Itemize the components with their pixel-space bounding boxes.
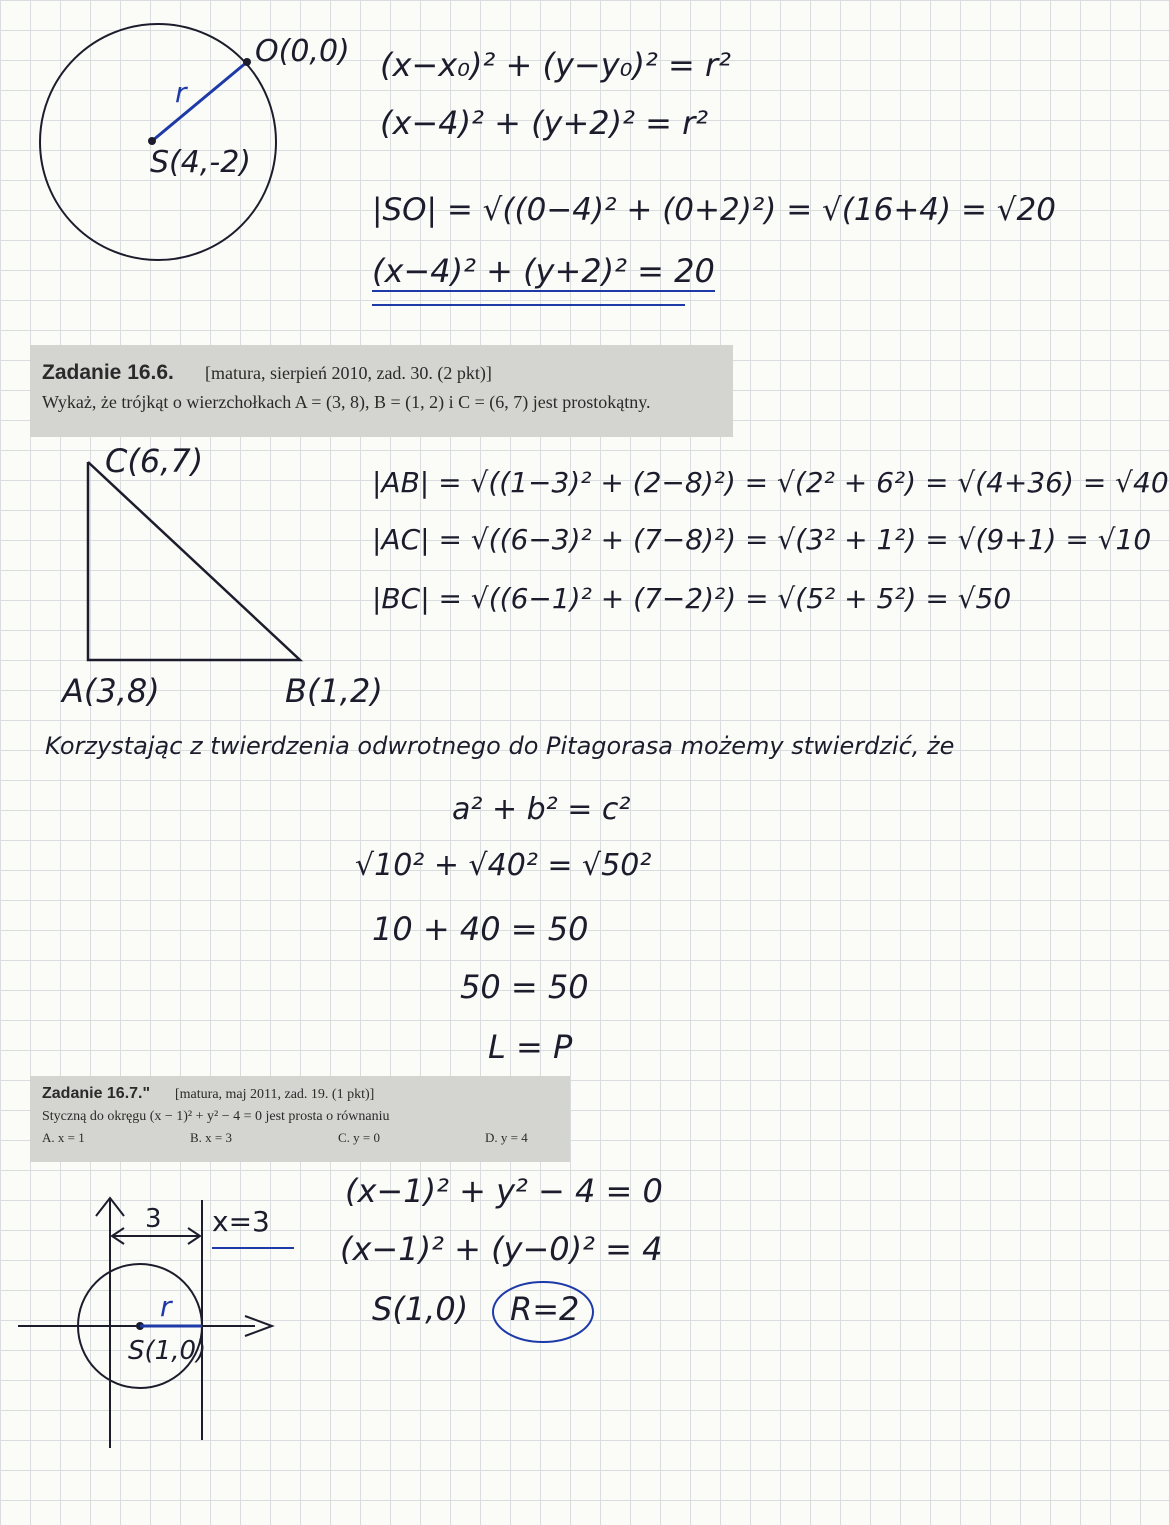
length-AC: |AC| = √((6−3)² + (7−8)²) = √(3² + 1²) = √(9+1) = √10 (372, 523, 1152, 556)
radius-line (152, 62, 247, 141)
origin-point (243, 58, 251, 66)
task-16-7-source: [matura, maj 2011, zad. 19. (1 pkt)] (175, 1087, 375, 1102)
proof-step-3: 50 = 50 (460, 968, 589, 1006)
option-A: A. x = 1 (42, 1130, 85, 1145)
distance-label: 3 (145, 1204, 162, 1234)
proof-step-1: √10² + √40² = √50² (355, 848, 652, 883)
circle-diagram (40, 24, 276, 260)
equation-1: (x−1)² + y² − 4 = 0 (345, 1172, 663, 1210)
vertex-C-label: C(6,7) (105, 442, 204, 480)
equation-2: (x−1)² + (y−0)² = 4 (340, 1230, 663, 1268)
origin-label: O(0,0) (255, 34, 350, 69)
triangle (88, 462, 300, 660)
center-label-2: S(1,0) (128, 1336, 207, 1366)
vertex-B-label: B(1,2) (285, 672, 383, 710)
task-16-7-box (30, 1076, 570, 1162)
length-AB: |AB| = √((1−3)² + (2−8)²) = √(2² + 6²) = √(4+36) = √40 (372, 466, 1169, 499)
task-16-7-title: Zadanie 16.7." (42, 1085, 151, 1102)
task-16-6-title: Zadanie 16.6. (42, 361, 174, 384)
proof-step-2: 10 + 40 = 50 (372, 910, 589, 948)
pythagoras-formula: a² + b² = c² (452, 792, 631, 827)
task-16-6-source: [matura, sierpień 2010, zad. 30. (2 pkt)] (205, 363, 492, 383)
circle-equation-general: (x−x₀)² + (y−y₀)² = r² (380, 46, 731, 84)
circle-equation-sub: (x−4)² + (y+2)² = r² (380, 104, 709, 142)
task-16-6-box (30, 345, 733, 437)
vertex-A-label: A(3,8) (62, 672, 160, 710)
center-point (148, 137, 156, 145)
circle-equation-final: (x−4)² + (y+2)² = 20 (372, 252, 715, 290)
option-B: B. x = 3 (190, 1130, 233, 1145)
distance-SO: |SO| = √((0−4)² + (0+2)²) = √(16+4) = √20 (372, 192, 1056, 228)
radius-label-2: r (160, 1290, 172, 1323)
option-C: C. y = 0 (338, 1130, 381, 1145)
center-label: S(4,-2) (150, 145, 251, 180)
radius-result: R=2 (510, 1290, 580, 1328)
proof-step-4: L = P (488, 1028, 573, 1066)
task-16-7-text: Styczną do okręgu (x − 1)² + y² − 4 = 0 jest prosta o równaniu (42, 1109, 390, 1124)
option-D: D. y = 4 (485, 1130, 528, 1145)
length-BC: |BC| = √((6−1)² + (7−2)²) = √(5² + 5²) = √50 (372, 582, 1012, 615)
tangent-line-label: x=3 (212, 1205, 270, 1238)
task-16-6-text: Wykaż, że trójkąt o wierzchołkach A = (3, 8), B = (1, 2) i C = (6, 7) jest prostokątny. (42, 392, 651, 412)
center-result: S(1,0) (372, 1290, 469, 1328)
conclusion-text: Korzystając z twierdzenia odwrotnego do Pitagorasa możemy stwierdzić, że (45, 732, 955, 760)
radius-label: r (175, 76, 187, 109)
